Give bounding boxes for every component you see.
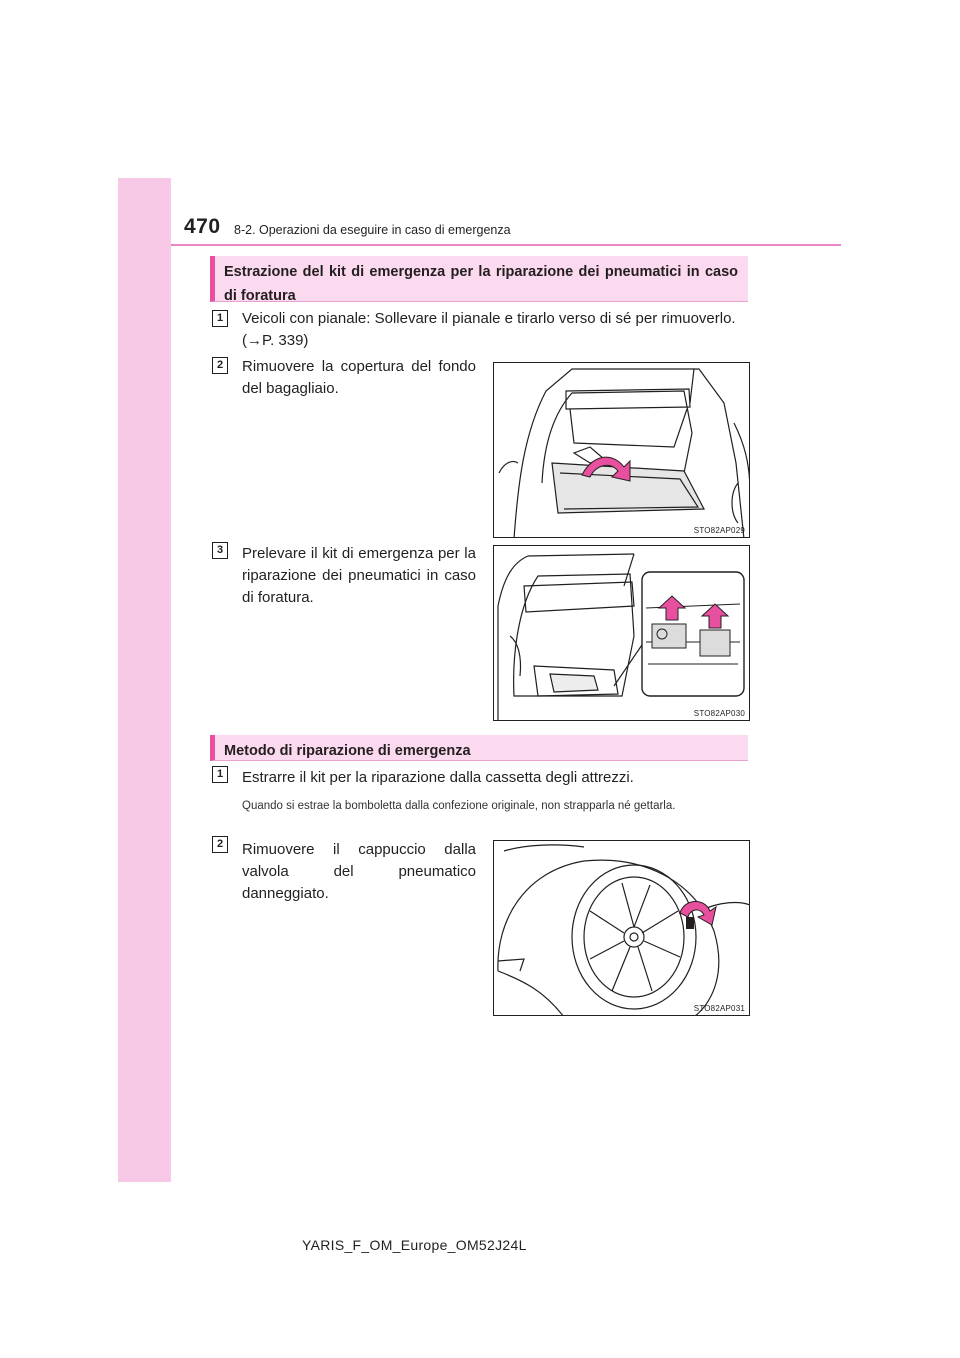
valve-stem [686, 917, 694, 929]
step-3-line3: di foratura. [242, 589, 314, 606]
chapter-title: 8-2. Operazioni da eseguire in caso di emergenza [234, 223, 511, 237]
figure-code: STO82AP030 [693, 709, 745, 718]
step-3-line2: riparazione dei pneumatici in caso [242, 567, 476, 584]
step-1-text [242, 308, 752, 352]
step-1-line1: Veicoli con pianale: Sollevare il pianale e tirarlo verso di sé per rimuoverlo. [242, 310, 736, 327]
kit-location-illustration [494, 546, 750, 721]
step-3-text [242, 543, 476, 609]
step-number-2: 2 [212, 357, 228, 374]
document-id-footer: YARIS_F_OM_Europe_OM52J24L [302, 1237, 527, 1253]
step-number-1: 1 [212, 766, 228, 783]
valve-cap-illustration [494, 841, 750, 1016]
step-number-2: 2 [212, 836, 228, 853]
step-1-page-reference: (→P. 339) [242, 332, 309, 349]
repair-step-2-line3: danneggiato. [242, 885, 329, 902]
repair-step-2-text [242, 839, 476, 905]
page-number: 470 [184, 215, 221, 238]
figure-valve-cap-removal [493, 840, 750, 1016]
step-2-text [242, 356, 476, 400]
step-2-line1: Rimuovere la copertura del fondo [242, 358, 476, 375]
step-3-line1: Prelevare il kit di emergenza per la [242, 545, 476, 562]
repair-step-1-text: Estrarre il kit per la riparazione dalla cassetta degli attrezzi. [242, 769, 634, 786]
section-heading-kit-extraction: Estrazione del kit di emergenza per la riparazione dei pneumatici in caso di foratura [210, 256, 748, 302]
figure-code: STO82AP031 [693, 1004, 745, 1013]
repair-step-2-line1: Rimuovere il cappuccio dalla [242, 841, 476, 858]
step-number-1: 1 [212, 310, 228, 327]
luggage-cover-illustration [494, 363, 750, 538]
figure-kit-location [493, 545, 750, 721]
repair-step-1-note: Quando si estrae la bomboletta dalla confezione originale, non strapparla né gettarla. [242, 800, 676, 812]
chapter-sidebar-tab [118, 178, 171, 1182]
repair-step-2-line2: valvola del pneumatico [242, 863, 476, 880]
figure-code: STO82AP029 [693, 526, 745, 535]
step-2-line2: del bagagliaio. [242, 380, 339, 397]
header-rule [171, 244, 841, 246]
step-number-3: 3 [212, 542, 228, 559]
figure-luggage-cover-removal [493, 362, 750, 538]
section-heading-emergency-repair: Metodo di riparazione di emergenza [210, 735, 748, 761]
rotate-arrow-icon [680, 901, 716, 925]
